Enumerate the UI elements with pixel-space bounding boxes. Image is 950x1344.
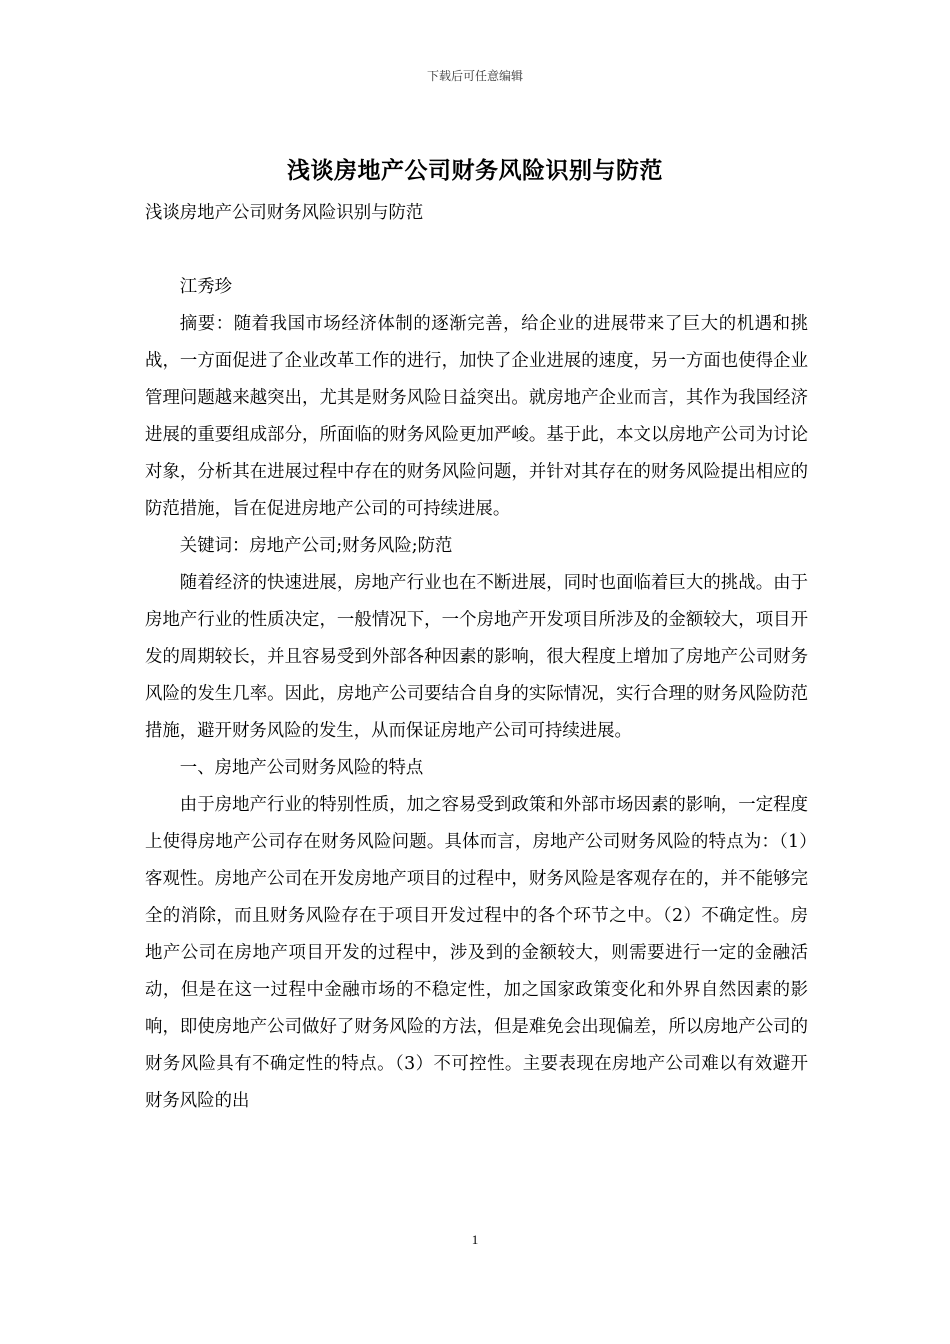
section-paragraph: 由于房地产行业的特别性质，加之容易受到政策和外部市场因素的影响，一定程度上使得房地产公司存在财务风险问题。具体而言，房地产公司财务风险的特点为：（1）客观性。房地产公司在开发房地产项目的过程中，财务风险是客观存在的，并不能够完全的消除，而且财务风险存在于项目开发过程中的各个环节之中。（2）不确定性。房地产公司在房地产项目开发的过程中，涉及到的金额较大，则需要进行一定的金融活动，但是在这一过程中金融市场的不稳定性，加之国家政策变化和外界自然因素的影响，即使房地产公司做好了财务风险的方法，但是难免会出现偏差，所以房地产公司的财务风险具有不确定性的特点。（3）不可控性。主要表现在房地产公司难以有效避开财务风险的出	[145, 795, 808, 1111]
abstract-paragraph: 摘要：随着我国市场经济体制的逐渐完善，给企业的进展带来了巨大的机遇和挑战，一方面促进了企业改革工作的进行，加快了企业进展的速度，另一方面也使得企业管理问题越来越突出，尤其是财务风险日益突出。就房地产企业而言，其作为我国经济进展的重要组成部分，所面临的财务风险更加严峻。基于此，本文以房地产公司为讨论对象，分析其在进展过程中存在的财务风险问题，并针对其存在的财务风险提出相应的防范措施，旨在促进房地产公司的可持续进展。	[145, 314, 808, 519]
intro-paragraph: 随着经济的快速进展，房地产行业也在不断进展，同时也面临着巨大的挑战。由于房地产行业的性质决定，一般情况下，一个房地产开发项目所涉及的金额较大，项目开发的周期较长，并且容易受到外部各种因素的影响，很大程度上增加了房地产公司财务风险的发生几率。因此，房地产公司要结合自身的实际情况，实行合理的财务风险防范措施，避开财务风险的发生，从而保证房地产公司可持续进展。	[145, 573, 808, 741]
keywords-line: 关键词：房地产公司;财务风险;防范	[179, 536, 453, 556]
document-subtitle: 浅谈房地产公司财务风险识别与防范	[145, 203, 424, 223]
author-name: 江秀珍	[179, 277, 232, 297]
section-heading: 一、房地产公司财务风险的特点	[179, 758, 424, 778]
document-body	[145, 195, 808, 1120]
document-title: 浅谈房地产公司财务风险识别与防范	[287, 158, 663, 184]
page-number: 1	[471, 1232, 479, 1247]
blank-line	[145, 232, 808, 269]
page-header-note: 下载后可任意编辑	[426, 69, 523, 83]
